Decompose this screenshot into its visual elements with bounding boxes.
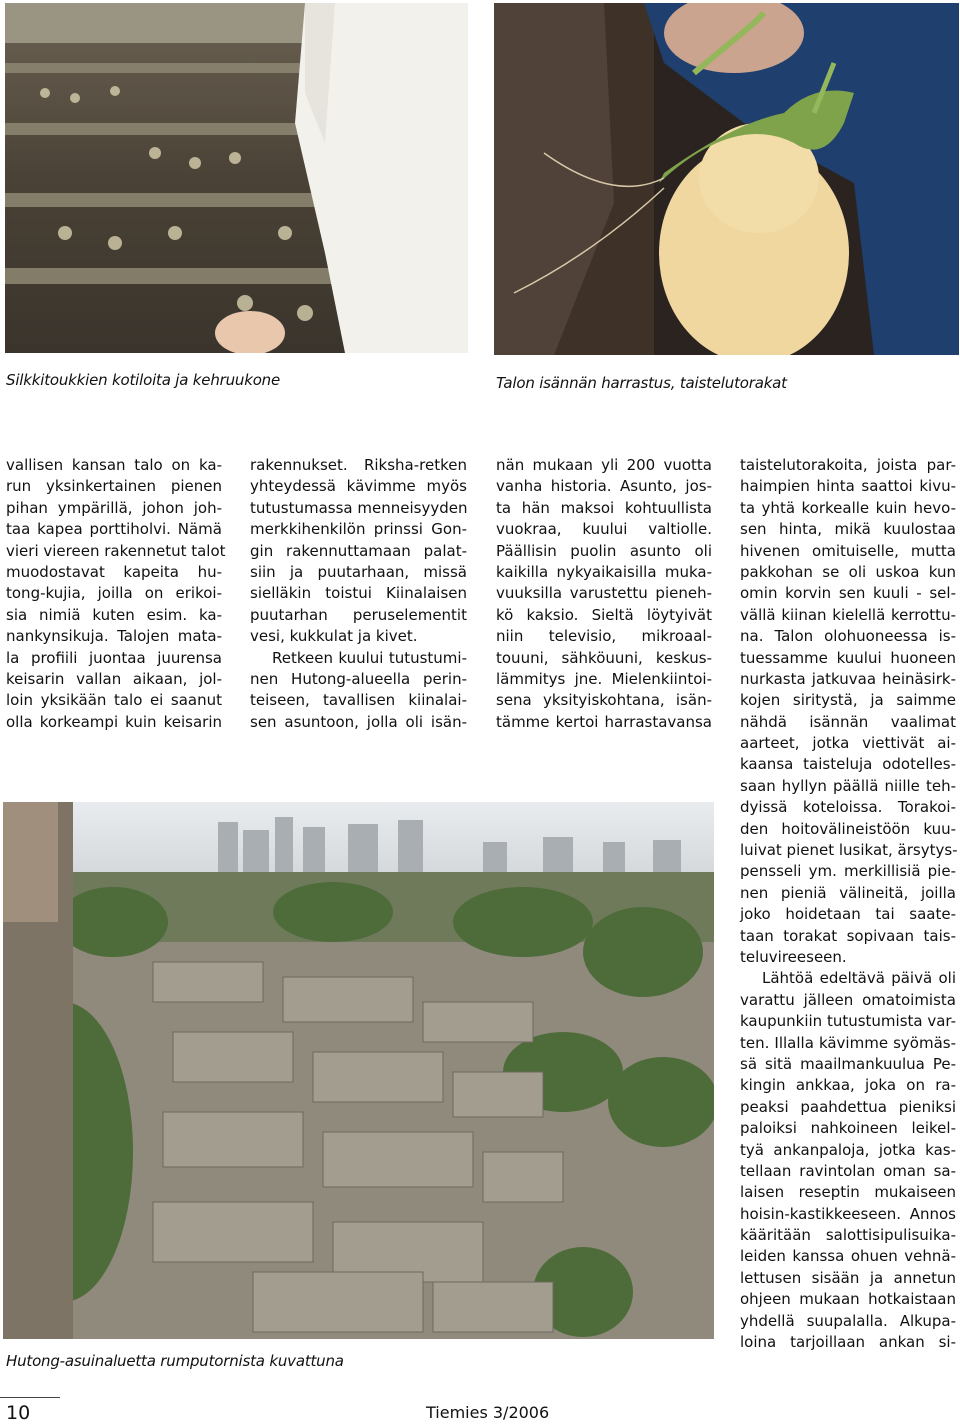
text-line: Retkeen kuului tutustumi- [272,648,467,667]
text-line: nen pieniä välineitä, joilla [740,883,956,902]
text-line: yhteydessä kävimme myös [250,477,467,496]
issue-label: Tiemies 3/2006 [426,1403,550,1422]
text-line: lettusen sisään ja annetun [740,1268,956,1287]
text-line: kö kaksio. Sieltä löytyivät [496,605,712,624]
text-line: sä sitä maailmankuulua Pe- [740,1054,956,1073]
text-column-3 [496,455,712,733]
text-line: touuni, sähköuuni, keskus- [496,648,712,667]
text-line: puutarhan peruselementit [250,605,467,624]
text-line: merkkihenkilön prinssi Gon- [250,520,467,539]
text-line: muodostavat kapeita hu- [6,562,222,581]
text-line: sena yksityiskohtana, isän- [496,691,712,710]
hutong-caption: Hutong-asuinaluetta rumputornista kuvattuna [6,1352,344,1370]
text-line: vieri viereen rakennetut talot [6,541,226,560]
text-line: hivenen omituiselle, mutta [740,541,956,560]
text-line: tutustumassa menneisyyden [250,498,468,517]
text-line: tämme kertoi harrastavansa [496,712,712,731]
text-line: dyissä koteloissa. Torakoi- [740,798,956,817]
text-line: nurkasta jatkuvaa heinäsirk- [740,669,956,688]
text-line: pakkohan se oli uskoa kun [740,562,956,581]
text-line: kääritään salottisipulisuika- [740,1226,956,1245]
text-column-1 [6,455,226,733]
text-line: sen hinta, mikä kuulostaa [740,520,956,539]
text-line: loina tarjoillaan ankan si- [740,1333,956,1352]
text-line: joko hoidetaan tai saate- [740,905,956,924]
text-line: kaikilla nykyaikaisilla muka- [496,562,712,581]
text-line: luivat pienet lusikat, ärsytys- [740,841,958,860]
text-line: saan hyllyn päällä niille teh- [740,776,956,795]
silkworm-photo-art [5,3,468,353]
text-line: run yksinkertainen pienen [6,477,222,496]
text-column-2 [250,455,467,733]
cricket-caption: Talon isännän harrastus, taistelutorakat [496,374,787,392]
text-column-4 [740,455,956,1353]
text-line: nän mukaan yli 200 vuotta [496,456,712,474]
text-line: pihan ympärillä, johon joh- [6,498,222,517]
text-line: nähdä isännän vaalimat [740,712,956,731]
text-line: kaupunkiin tutustumista var- [740,1012,957,1031]
text-line: Päällisin puolin asunto oli [496,541,712,560]
text-line: teiseen, tavallisen kiinalai- [250,691,467,710]
text-line: kojen siritystä, ja saimme [740,691,956,710]
text-line: kingin ankkaa, joka on ra- [740,1076,956,1095]
silkworm-caption: Silkkitoukkien kotiloita ja kehruukone [6,371,281,389]
text-line: kaansa taisteluja odotelles- [740,755,956,774]
text-line: loin yksikään talo ei saanut [6,691,222,710]
text-line: siin ja puutarhaan, missä [250,562,467,581]
text-line: leiden kanssa ohuen vehnä- [740,1247,956,1266]
text-line: ohjeen mukaan hotkaistaan [740,1290,956,1309]
text-line: laisen reseptin mukaiseen [740,1183,956,1202]
page-number: 10 [6,1402,31,1424]
text-line: keisarin vallan aikaan, jol- [6,669,222,688]
text-line: ten. Illalla kävimme syömäs- [740,1033,956,1052]
text-line: vallisen kansan talo on ka- [6,456,222,474]
text-line: vuuksilla varustettu pieneh- [496,584,712,603]
text-line: Lähtöä edeltävä päivä oli [762,969,956,988]
text-line: vuokraa, kuului valtiolle. [496,520,712,539]
text-line: taistelutorakoita, joista par- [740,456,956,474]
cricket-photo-art [494,3,959,355]
text-line: la profiili juontaa juurensa [6,648,222,667]
text-line: tong-kujia, joilla on erikoi- [6,584,222,603]
text-line: vällä kiinan kielellä kerrottu- [740,605,956,624]
text-line: tuessamme kuului huoneen [740,648,956,667]
text-line: gin rakennuttamaan palat- [250,541,467,560]
text-line: ta hän maksoi kohtuullista [496,498,712,517]
text-line: tyä ankanpaloja, jotka kas- [740,1140,956,1159]
text-line: taan torakat sopivaan tais- [740,926,956,945]
text-line: vanha historia. Asunto, jos- [496,477,712,496]
text-line: omin korvin sen kuuli - sel- [740,584,956,603]
text-line: pensseli ym. merkillisiä pie- [740,862,956,881]
text-line: varattu jälleen omatoimista [740,990,956,1009]
hutong-photo [3,802,714,1339]
text-line: nankynsikuja. Talojen mata- [6,627,222,646]
text-line: lämmitys jne. Mielenkiintoi- [496,669,712,688]
silkworm-photo [5,3,468,353]
text-line: niin televisio, mikroaal- [496,627,712,646]
text-line: aarteet, jotka viettivät ai- [740,734,956,753]
hutong-photo-art [3,802,714,1339]
footer-rule [0,1397,60,1398]
text-line: teluvireeseen. [740,947,847,966]
text-line: yhdellä suupalalla. Alkupa- [740,1311,956,1330]
text-line: sen asuntoon, jolla oli isän- [250,712,467,731]
text-line: nen Hutong-alueella perin- [250,669,467,688]
text-line: sielläkin toistui Kiinalaisen [250,584,467,603]
text-line: hoisin-kastikkeeseen. Annos [740,1204,956,1223]
text-line: tellaan ravintolan oman sa- [740,1161,956,1180]
text-line: ta yhtä korkealle kuin hevo- [740,498,956,517]
text-line: na. Talon olohuoneessa is- [740,627,956,646]
text-line: den hoitovälineistöön kuu- [740,819,956,838]
text-line: sia nimiä kuten esim. ka- [6,605,222,624]
text-line: peaksi paahdettua pieniksi [740,1097,956,1116]
text-line: olla korkeampi kuin keisarin [6,712,222,731]
text-line: taa kapea porttiholvi. Nämä [6,520,222,539]
text-line: paloiksi nahkoineen leikel- [740,1119,956,1138]
text-line: vesi, kukkulat ja kivet. [250,627,418,646]
text-line: haimpien hinta saattoi kivu- [740,477,956,496]
cricket-photo [494,3,959,355]
text-line: rakennukset. Riksha-retken [250,456,467,474]
